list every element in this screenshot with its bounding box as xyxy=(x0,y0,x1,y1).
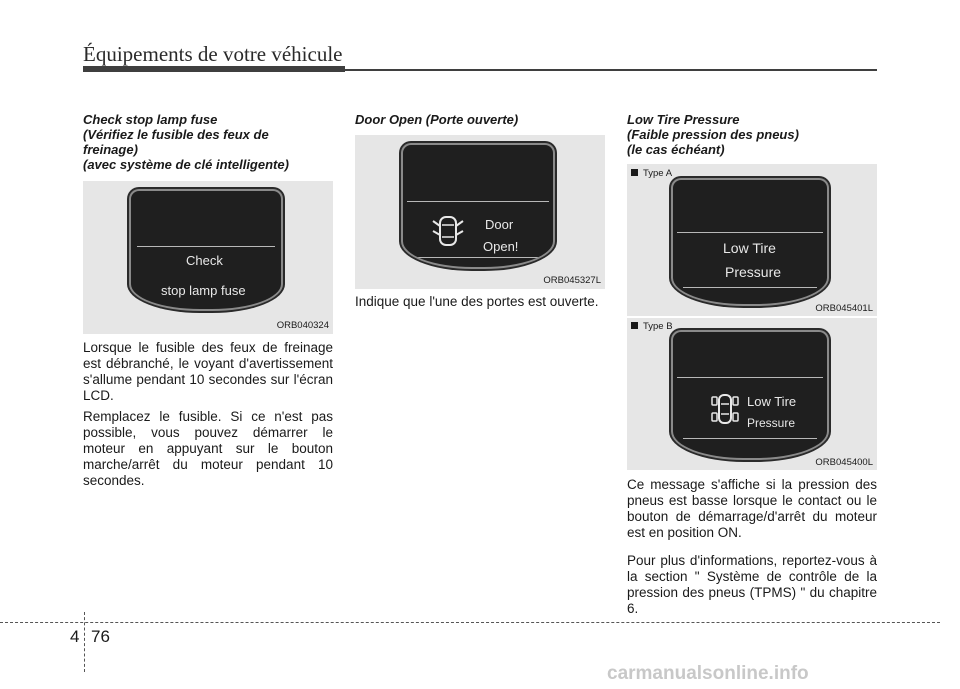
heading-line: Door Open (Porte ouverte) xyxy=(355,112,519,127)
image-code: ORB040324 xyxy=(276,320,329,331)
heading-line: (avec système de clé intelligente) xyxy=(83,157,289,172)
tire-pressure-car-icon xyxy=(711,392,739,426)
heading-line: Check stop lamp fuse xyxy=(83,112,218,127)
lcd-display xyxy=(129,189,283,311)
heading-line: (Faible pression des pneus) xyxy=(627,127,799,142)
lcd-line1: Door xyxy=(485,217,514,232)
paragraph: Indique que l'une des portes est ouverte. xyxy=(355,294,599,309)
lcd-line1: Low Tire xyxy=(747,394,797,409)
page-header-title: Équipements de votre véhicule xyxy=(83,42,343,66)
type-a-label xyxy=(631,168,672,179)
footer-vertical-divider xyxy=(84,612,85,672)
type-b-label xyxy=(631,321,673,332)
lcd-line1: Check xyxy=(186,253,223,268)
lcd-line2: Open! xyxy=(483,239,519,254)
body-text-low-tire-pressure xyxy=(627,477,877,622)
paragraph: Remplacez le fusible. Si ce n'est pas possible, vous pouvez démarrer le moteur en appuyant sur le bouton marche/arrêt du moteur pendant 10 secondes. xyxy=(83,409,333,488)
paragraph: Pour plus d'informations, reportez-vous à la section " Système de contrôle de la pression des pneus (TPMS) " du chapitre 6. xyxy=(627,553,877,616)
lcd-image-low-tire-type-b xyxy=(627,318,877,470)
lcd-line1: Low Tire xyxy=(723,240,776,256)
lcd-image-low-tire-type-a xyxy=(627,164,877,316)
heading-line: Low Tire Pressure xyxy=(627,112,740,127)
lcd-line2: stop lamp fuse xyxy=(161,283,246,298)
lcd-image-door-open xyxy=(355,135,605,289)
lcd-line2: Pressure xyxy=(747,416,796,430)
section-heading-stop-lamp-fuse xyxy=(83,112,333,172)
lcd-display xyxy=(401,143,555,269)
image-code: ORB045401L xyxy=(815,303,873,314)
watermark: carmanualsonline.info xyxy=(607,663,809,684)
footer-divider xyxy=(0,622,940,623)
header-rule-thin xyxy=(345,69,877,71)
section-heading-low-tire-pressure xyxy=(627,112,877,157)
type-label-text: Type B xyxy=(643,321,673,332)
page-number: 76 xyxy=(91,627,110,646)
lcd-display xyxy=(671,330,829,460)
lcd-image-stop-lamp-fuse xyxy=(83,181,333,334)
heading-line: (Vérifiez le fusible des feux de xyxy=(83,127,269,142)
header-rule-thick xyxy=(83,66,345,72)
body-text-door-open xyxy=(355,294,610,315)
image-code: ORB045400L xyxy=(815,457,873,468)
image-code: ORB045327L xyxy=(543,275,601,286)
chapter-number: 4 xyxy=(70,627,80,646)
heading-line: freinage) xyxy=(83,142,138,157)
heading-line: (le cas échéant) xyxy=(627,142,725,157)
lcd-line2: Pressure xyxy=(725,264,782,280)
type-label-text: Type A xyxy=(643,168,673,179)
paragraph: Ce message s'affiche si la pression des pneus est basse lorsque le contact ou le bouton de démarrage/d'arrêt du moteur est en position ON. xyxy=(627,477,877,540)
lcd-display xyxy=(671,178,829,306)
body-text-stop-lamp-fuse xyxy=(83,340,333,494)
paragraph: Lorsque le fusible des feux de freinage est débranché, le voyant d'avertissement s'allume pendant 10 secondes sur l'écran LCD. xyxy=(83,340,333,403)
car-door-open-icon xyxy=(431,213,465,251)
section-heading-door-open xyxy=(355,112,605,127)
